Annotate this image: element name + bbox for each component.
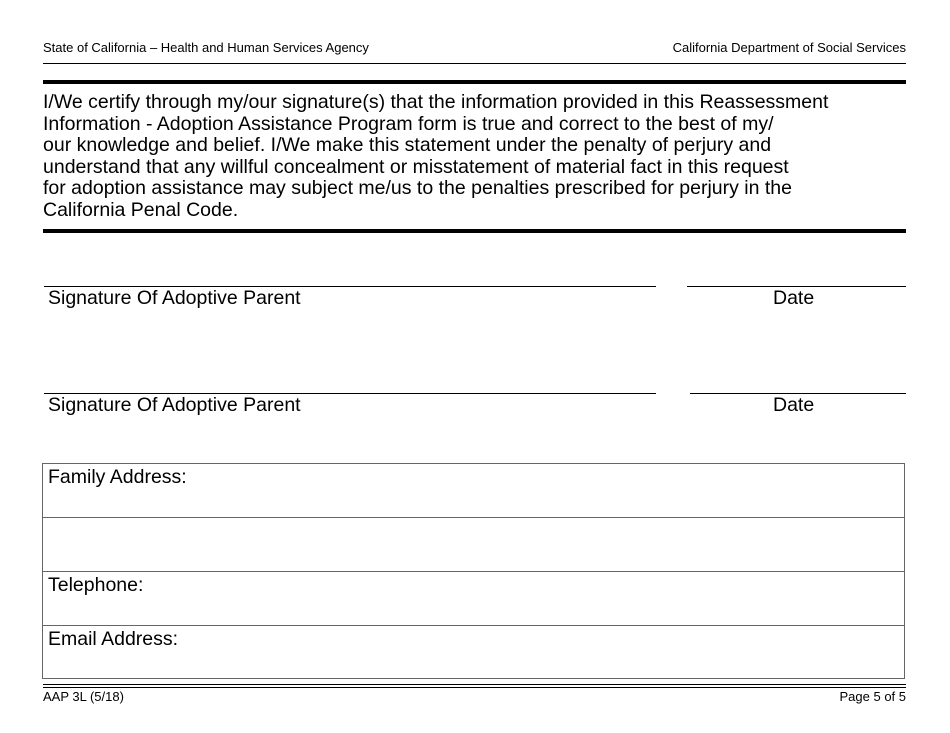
email-address-label: Email Address: [48, 628, 179, 650]
telephone-field[interactable] [43, 572, 904, 626]
header-divider [43, 63, 906, 64]
certification-top-rule [43, 80, 906, 84]
date-label-1: Date [773, 287, 815, 309]
page-number: Page 5 of 5 [839, 689, 906, 704]
department-header: California Department of Social Services [672, 40, 906, 55]
family-address-continued-field[interactable] [43, 518, 904, 572]
footer-divider-top [43, 684, 906, 685]
contact-information-box [42, 463, 905, 679]
family-address-label: Family Address: [48, 466, 187, 488]
family-address-field[interactable] [43, 464, 904, 518]
certification-statement: I/We certify through my/our signature(s) that the information provided in this Reassessment Information - Adoption Assistance Program form is true and correct to the best of my/ our knowledge and belief. I/We make this statement under the penalty of perjury and understand that any willful concealment or misstatement of material fact in this request for adoption assistance may subject me/us to the penalties prescribed for perjury in the California Penal Code. [43, 91, 829, 221]
telephone-label: Telephone: [48, 574, 144, 596]
certification-bottom-rule [43, 229, 906, 233]
email-address-field[interactable] [43, 626, 904, 680]
signature-label-2: Signature Of Adoptive Parent [48, 394, 301, 416]
date-label-2: Date [773, 394, 815, 416]
agency-header: State of California – Health and Human Services Agency [43, 40, 369, 55]
form-number: AAP 3L (5/18) [43, 689, 124, 704]
signature-label-1: Signature Of Adoptive Parent [48, 287, 301, 309]
footer-divider-bottom [43, 687, 906, 688]
